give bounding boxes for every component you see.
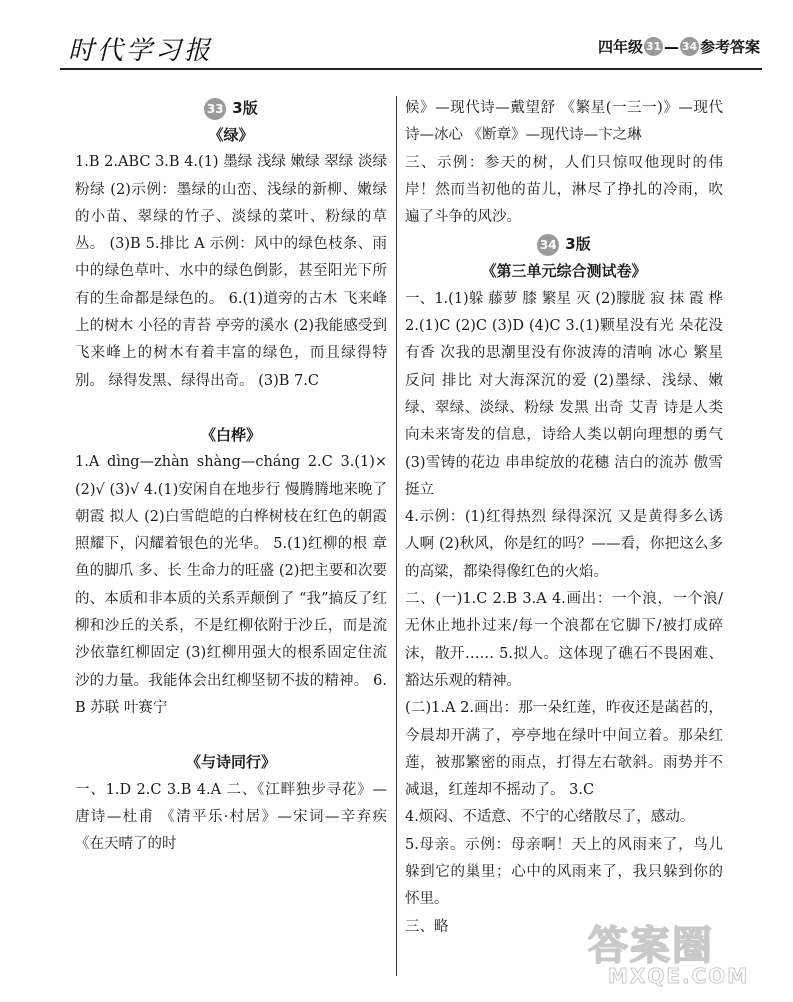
header-rule — [60, 68, 762, 70]
range-dash: — — [663, 37, 679, 56]
answer-paragraph: (二)1.A 2.画出：那一朵红莲，昨夜还是菡萏的，今晨却开满了，亭亭地在绿叶中间立着。那朵红莲，被那繁密的雨点，打得左右欹斜。雨势并不减退，红莲却不摇动了。 3.C — [405, 700, 723, 799]
column-divider — [396, 96, 397, 976]
version-label: 3版 — [232, 98, 258, 117]
watermark-logo-text: 答案圈 — [588, 923, 714, 969]
answer-key-label: 参考答案 — [699, 38, 760, 56]
newspaper-brand: 时代学习报 — [68, 36, 214, 66]
page-header — [60, 28, 760, 68]
site-watermark — [578, 914, 778, 994]
header-answer-key-label — [598, 36, 760, 57]
answer-paragraph: 三、略 — [405, 918, 449, 935]
answer-paragraph: 一、1.(1)躲 藤萝 膝 繁星 灭 (2)朦胧 寂 抹 霞 桦 2.(1)C (2)C (3)D (4)C 3.(1)颗星没有光 朵花没有香 次我的思潮里没有你波涛的清响 冰心 繁星 反问 排比 对大海深沉的爱 (2)墨绿、浅绿、嫩绿、翠绿、淡绿、粉绿 发黑 出奇 艾青 诗是人类向未来寄发的信息，诗给人类以朝向理想的勇气 (3)雪铸的花边 串串绽放的花穗 洁白的流苏 傲雪挺立 — [405, 290, 723, 498]
section-title-lv: 《绿》 — [208, 126, 254, 144]
section-title-baihua: 《白桦》 — [200, 425, 261, 444]
issue-number-badge: 34 — [537, 234, 559, 256]
section-body-baihua: 1.A dìng—zhàn shàng—cháng 2.C 3.(1)× (2)√ (3)√ 4.(1)安闲自在地步行 慢腾腾地来晚了 朝霞 拟人 (2)白雪皑皑的白桦树枝在红色的朝霞照耀下，闪耀着银色的光华。 5.(1)红柳的根 章鱼的脚爪 多、长 生命力的旺盛 (2)把主要和次要的、本质和非本质的关系弄颠倒了 “我”搞反了红柳和沙丘的关系，不是红柳依附于沙丘，而是流沙依靠红柳固定 (3)红柳用强大的根系固定住流沙的力量。我能体会出红柳坚韧不拔的精神。 6.B 苏联 叶赛宁 — [75, 454, 387, 716]
answer-paragraph: 候》—现代诗—戴望舒 《繁星(一三一)》—现代诗—冰心 《断章》—现代诗—卞之琳 — [405, 100, 723, 144]
watermark-domain: MXQE.COM — [608, 964, 750, 988]
section-title-yushitongxing: 《与诗同行》 — [185, 753, 276, 772]
section-title-unit3-test: 《第三单元综合测试卷》 — [481, 262, 647, 281]
version-heading — [75, 95, 387, 122]
issue-number-badge: 33 — [204, 98, 226, 120]
answer-paragraph: 4.示例：(1)红得热烈 绿得深沉 又是黄得多么诱人啊 (2)秋风，你是红的吗？——看，你把这么多的高粱，都染得像红色的火焰。 — [405, 509, 723, 580]
right-column — [405, 95, 723, 941]
issue-end-badge: 34 — [680, 37, 699, 56]
answer-paragraph: 二、(一)1.C 2.B 3.A 4.画出：一个浪，一个浪/无休止地扑过来/每一个浪都在它脚下/被打成碎沫，散开…… 5.拟人。这体现了礁石不畏困难、豁达乐观的精神。 — [405, 591, 723, 689]
version-label: 3版 — [565, 235, 591, 254]
issue-start-badge: 31 — [644, 37, 663, 56]
answer-paragraph: 5.母亲。示例：母亲啊！天上的风雨来了，鸟儿躲到它的巢里；心中的风雨来了，我只躲到你的怀里。 — [405, 836, 723, 908]
grade-label: 四年级 — [597, 38, 643, 56]
section-body-lv: 1.B 2.ABC 3.B 4.(1) 墨绿 浅绿 嫩绿 翠绿 淡绿 粉绿 (2)示例：墨绿的山峦、浅绿的新柳、嫩绿的小苗、翠绿的竹子、淡绿的菜叶、粉绿的草丛。 (3)B 5.排比 A 示例：风中的绿色枝条、雨中的绿色草叶、水中的绿色倒影，甚至阳光下所有的生命都是绿色的。 6.(1)道旁的古木 飞来峰上的树木 小径的青苔 亭旁的溪水 (2)我能感受到飞来峰上的树木有着丰富的绿色，而且绿得特别。 绿得发黑、绿得出奇。 (3)B 7.C — [75, 154, 387, 389]
left-column — [75, 95, 387, 858]
version-heading — [405, 231, 723, 258]
section-body-yushitongxing: 一、1.D 2.C 3.B 4.A 二、《江畔独步寻花》—唐诗—杜甫 《清平乐·村居》—宋词—辛弃疾 《在天晴了的时 — [75, 781, 387, 853]
answer-paragraph: 4.烦闷、不适意、不宁的心绪散尽了，感动。 — [405, 809, 695, 826]
answer-paragraph: 三、示例：参天的树，人们只惊叹他现时的伟岸！然而当初他的苗儿，淋尽了挣扎的冷雨，吹遍了斗争的风沙。 — [405, 154, 723, 226]
